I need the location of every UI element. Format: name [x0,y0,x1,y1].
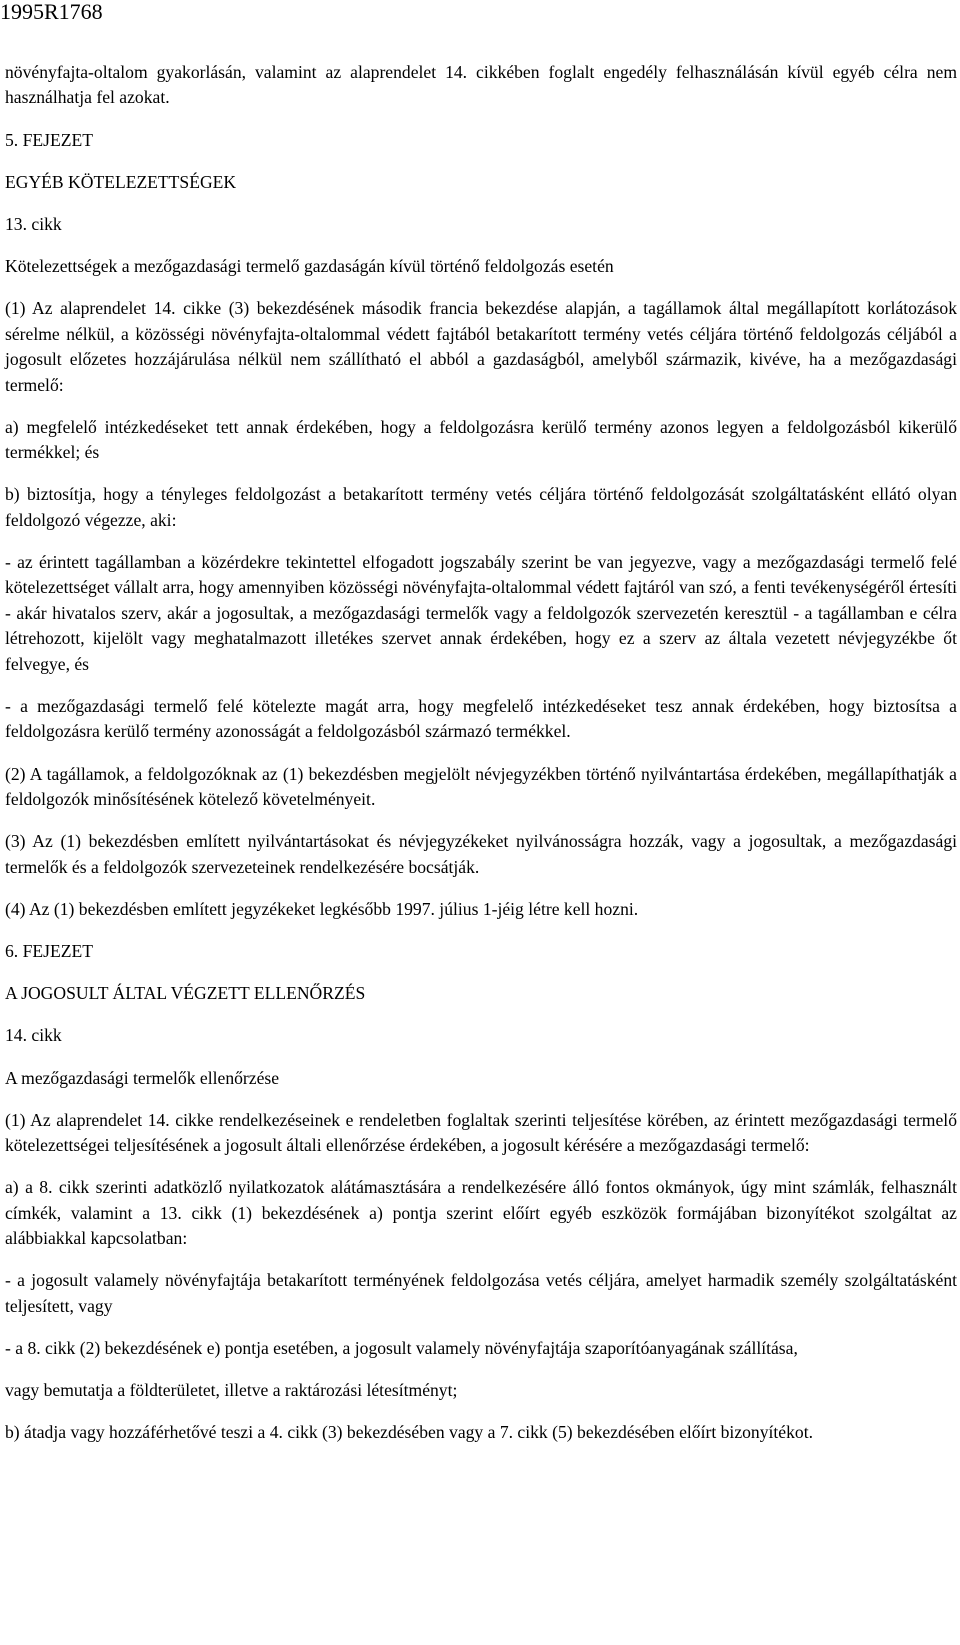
paragraph: (3) Az (1) bekezdésben említett nyilvántartásokat és névjegyzékeket nyilvánosságra hozzák, vagy a jogosultak, a mezőgazdasági termelők és a feldolgozók szervezeteinek rendelkezésére bocsátják. [5,831,957,877]
article-title: Kötelezettségek a mezőgazdasági termelő gazdaságán kívül történő feldolgozás esetén [5,256,614,277]
chapter-number: 6. FEJEZET [5,940,93,961]
paragraph: b) átadja vagy hozzáférhetővé teszi a 4. cikk (3) bekezdésében vagy a 7. cikk (5) bekezdésében előírt bizonyítékot. [5,1422,813,1443]
paragraph: vagy bemutatja a földterületet, illetve a raktározási létesítményt; [5,1380,458,1401]
paragraph: (1) Az alaprendelet 14. cikke (3) bekezdésének második francia bekezdése alapján, a tagállamok által megállapított korlátozások sérelme nélkül, a közösségi növényfajta-oltalommal védett fajtából betakarított termény vetés céljára történő feldolgozás céljából a jogosult előzetes hozzájárulása nélkül nem szállítható el abból a gazdaságból, amelyből származik, kivéve, ha a mezőgazdasági termelő: [5,298,957,395]
paragraph: - a jogosult valamely növényfajtája betakarított terményének feldolgozása vetés céljára, amelyet harmadik személy szolgáltatásként teljesített, vagy [5,1270,957,1316]
paragraph: - a 8. cikk (2) bekezdésének e) pontja esetében, a jogosult valamely növényfajtája szaporítóanyagának szállítása, [5,1337,798,1358]
paragraph: (1) Az alaprendelet 14. cikke rendelkezéseinek e rendeletben foglaltak szerinti teljesítése körében, az érintett mezőgazdasági termelő kötelezettségei teljesítésének a jogosult általi ellenőrzése érdekében, a jogosult kérésére a mezőgazdasági termelő: [5,1109,957,1156]
paragraph: (4) Az (1) bekezdésben említett jegyzékeket legkésőbb 1997. július 1-jéig létre kell hozni. [5,898,639,919]
document-body [5,60,957,1463]
paragraph: a) megfelelő intézkedéseket tett annak érdekében, hogy a feldolgozásra kerülő termény azonos legyen a feldolgozásból kikerülő termékkel; és [5,416,957,463]
chapter-title: EGYÉB KÖTELEZETTSÉGEK [5,171,237,192]
paragraph: a) a 8. cikk szerinti adatközlő nyilatkozatok alátámasztására a rendelkezésére álló fontos okmányok, úgy mint számlák, felhasznált címkék, valamint a 13. cikk (1) bekezdésének a) pontja szerint előírt egyéb eszközök formájában bizonyítékot szolgáltat az alábbiakkal kapcsolatban: [5,1177,957,1249]
paragraph: (2) A tagállamok, a feldolgozóknak az (1) bekezdésben megjelölt névjegyzékben történő nyilvántartása érdekében, megállapíthatják a feldolgozók minősítésének kötelező követelményeit. [5,763,957,809]
article-number: 13. cikk [5,214,62,235]
paragraph-continuation: növényfajta-oltalom gyakorlásán, valamint az alaprendelet 14. cikkében foglalt engedély felhasználásán kívül egyéb célra nem használhatja fel azokat. [5,62,957,108]
chapter-number: 5. FEJEZET [5,129,93,150]
paragraph: - a mezőgazdasági termelő felé kötelezte magát arra, hogy megfelelő intézkedéseket tesz annak érdekében, hogy biztosítsa a feldolgozásra kerülő termény azonosságát a feldolgozásból származó termékkel. [5,695,957,742]
article-number: 14. cikk [5,1025,62,1046]
paragraph: b) biztosítja, hogy a tényleges feldolgozást a betakarított termény vetés céljára történő feldolgozását szolgáltatásként ellátó olyan feldolgozó végezze, aki: [5,484,957,530]
chapter-title: A JOGOSULT ÁLTAL VÉGZETT ELLENŐRZÉS [5,983,366,1004]
article-title: A mezőgazdasági termelők ellenőrzése [5,1067,280,1088]
document-id: 1995R1768 [0,0,103,24]
paragraph: - az érintett tagállamban a közérdekre tekintettel elfogadott jogszabály szerint be van jegyezve, vagy a mezőgazdasági termelő felé kötelezettséget vállalt arra, hogy amennyiben közösségi növényfajta-oltalommal védett fajtáról van szó, a fenti tevékenységéről értesíti - akár hivatalos szerv, akár a jogosultak, a mezőgazdasági termelők vagy a feldolgozók szervezetén keresztül - a tagállamban e célra létrehozott, kijelölt vagy meghatalmazott illetékes szervet annak érdekében, hogy ez a szerv az általa vezetett névjegyzékbe őt felvegye, és [5,552,957,674]
